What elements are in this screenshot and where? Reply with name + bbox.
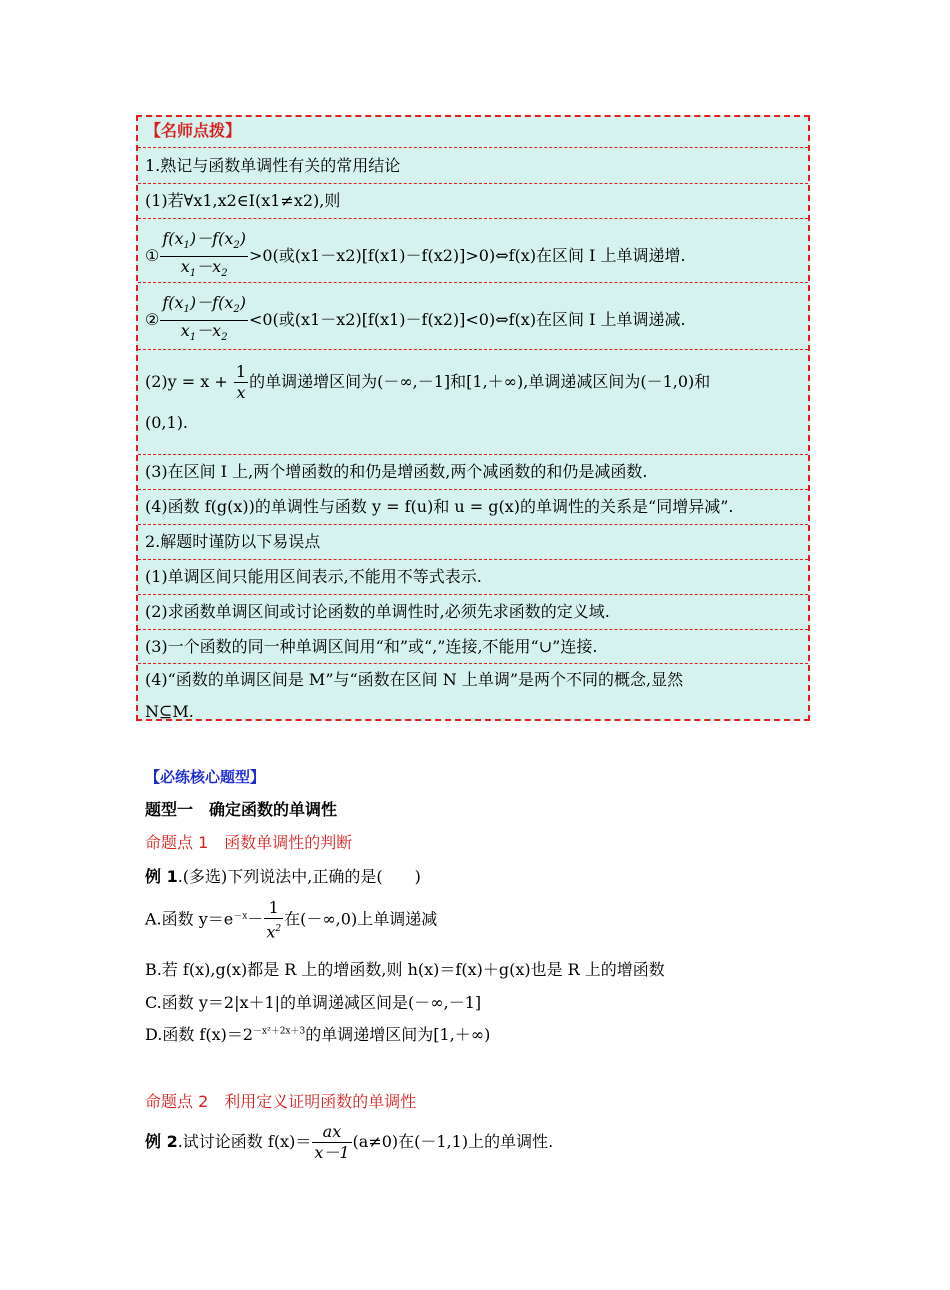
tip-line-7: (4)函数 f(g(x))的单调性与函数 y = f(u)和 u = g(x)的单调性的关系是“同增异减”.: [138, 489, 808, 524]
core-problem-heading: 【必练核心题型】: [145, 768, 266, 786]
proposition-point-1: 命题点 1 函数单调性的判断: [145, 833, 353, 852]
tip-line-10: (2)求函数单调区间或讨论函数的单调性时,必须先求函数的定义域.: [138, 594, 808, 629]
example-1: 例 1.(多选)下列说法中,正确的是( ): [145, 867, 421, 886]
tip-line-5: (2)y = x + $\frac{1}{x}$ 的单调递增区间为(－∞,－1]和[1,＋∞),单调递减区间为(－1,0)和 (0,1).: [138, 349, 808, 454]
tip-line-12: (4)“函数的单调区间是 M”与“函数在区间 N 上单调”是两个不同的概念,显然 N⊆M.: [138, 663, 808, 721]
tip-line-1: 1.熟记与函数单调性有关的常用结论: [138, 147, 808, 183]
option-a: A.函数 $y=e^{-x}-$ $\frac{1}{x^2}$ 在(－∞,0)上单调递减: [145, 898, 438, 942]
ax-over-x-minus-1-fraction: $\frac{ax}{x-1}$: [314, 1122, 350, 1162]
option-c: C.函数 y＝2|x＋1|的单调递减区间是(－∞,－1]: [145, 993, 482, 1012]
teacher-tip-box: [136, 115, 810, 721]
tip-line-2: (1)若∀x1,x2∈I(x1≠x2),则: [138, 183, 808, 218]
problem-type-1: 题型一 确定函数的单调性: [145, 800, 338, 819]
difference-quotient-fraction: $\frac{f(x_1)-f(x_2)}{x_1-x_2}$: [162, 229, 246, 280]
tip-line-8: 2.解题时谨防以下易误点: [138, 524, 808, 559]
one-over-x-squared-fraction: $\frac{1}{x^2}$: [266, 898, 282, 942]
tip-title: 【名师点拨】: [145, 121, 242, 140]
tip-line-3: ① $\frac{f(x_1)-f(x_2)}{x_1-x_2}$ >0(或(x1－x2)[f(x1)－f(x2)]>0)⇔f(x)在区间 I 上单调递增.: [138, 218, 808, 282]
one-over-x-fraction: $\frac{1}{x}$: [235, 362, 247, 402]
option-b: B.若 f(x),g(x)都是 R 上的增函数,则 h(x)＝f(x)＋g(x)也是 R 上的增函数: [145, 960, 665, 979]
tip-line-9: (1)单调区间只能用区间表示,不能用不等式表示.: [138, 559, 808, 594]
difference-quotient-fraction: $\frac{f(x_1)-f(x_2)}{x_1-x_2}$: [162, 293, 246, 344]
tip-line-6: (3)在区间 I 上,两个增函数的和仍是增函数,两个减函数的和仍是减函数.: [138, 454, 808, 489]
proposition-point-2: 命题点 2 利用定义证明函数的单调性: [145, 1092, 417, 1111]
tip-line-4: ② $\frac{f(x_1)-f(x_2)}{x_1-x_2}$ <0(或(x1－x2)[f(x1)－f(x2)]<0)⇔f(x)在区间 I 上单调递减.: [138, 282, 808, 349]
tip-line-11: (3)一个函数的同一种单调区间用“和”或“,”连接,不能用“∪”连接.: [138, 629, 808, 663]
option-d: D.函数 $f(x)=2^{-x^2+2x+3}$的单调递增区间为[1,＋∞): [145, 1025, 491, 1044]
example-2: 例 2.试讨论函数 f(x)＝ $\frac{ax}{x-1}$ (a≠0)在(－1,1)上的单调性.: [145, 1122, 554, 1162]
tip-title-row: [138, 117, 808, 147]
